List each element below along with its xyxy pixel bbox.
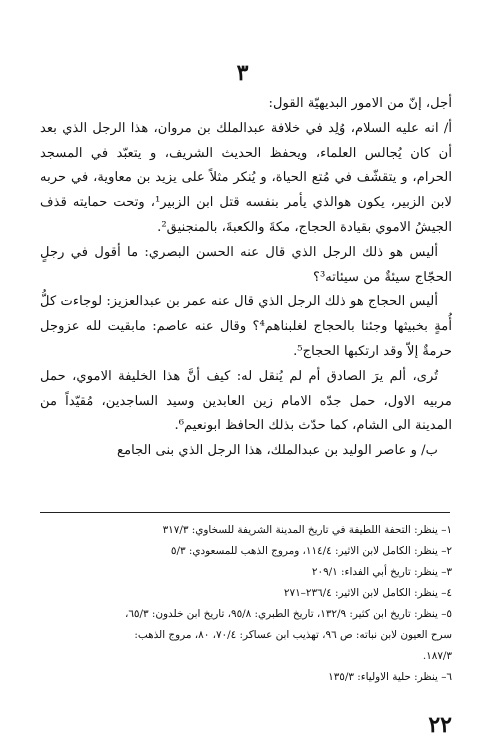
paragraph: ب/ و عاصر الوليد بن عبدالملك، هذا الرجل الذي بنى الجامع [117,443,438,459]
paragraph: أليس الحجاج هو ذلك الرجل الذي قال عنه عمر بن عبدالعزيز: لوجاءت كلُّ أُمةٍ بخبيثها وجئنا بالحجاج لغلبناهم⁴؟ وقال عنه عاصم: مابقيت لله عزوجل حرمةٌ إلاّ وقد ارتكبها الحجاج⁵. [40,294,453,359]
footnote: ٤– ينظر: الكامل لابن الاثير: ٢٣٦/٤–٢٧١ [283,587,452,599]
footnote: ٦– ينظر: حلية الاولياء: ١٣٥/٣ [328,671,452,683]
paragraph: أجل، إنّ من الامور البديهيّة القول: [268,96,452,111]
paragraph: أليس هو ذلك الرجل الذي قال عنه الحسن البصري: ما أقول في رجلٍ الحجّاج سيئةٌ من سيئاته³؟ [40,244,452,285]
footnote: ١٨٧/٣. [422,650,452,662]
footnote-separator [40,512,450,513]
section-number: ٣ [236,60,249,86]
footnote: سرح العيون لابن نباته: ص ٩٦، تهذيب ابن عساكر: ٧٠/٤، ٨٠، مروج الذهب: [134,629,452,641]
footnote: ٥– ينظر: تاريخ ابن كثير: ١٣٢/٩، تاريخ الطبري: ٩٥/٨، تاريخ ابن خلدون: ٦٥/٣، [124,608,452,620]
page-number: ٢٢ [428,712,452,738]
main-text [40,92,452,464]
footnotes [40,520,452,688]
paragraph: أ/ انه عليه السلام، وُلِد في خلافة عبدالملك بن مروان، هذا الرجل الذي بعد أن كان يُجالس العلماء، ويحفظ الحديث الشريف، و يتعبّد في المسجد الحرام، و يتقشّف في مُتع الحياة، و يُنكر مثلاً على يزيد بن معاوية، في حربه لابن الزبير، يكون هوالذي يأمر بنفسه قتل ابن الزبير¹، وتحت حمايته قذف الجيشُ الاموي بقيادة الحجاج، مكةَ والكعبةَ، بالمنجنيق². [40,120,452,235]
footnote: ٢– ينظر: الكامل لابن الاثير: ١١٤/٤، ومروج الذهب للمسعودي: ٥/٣ [170,545,452,557]
footnote: ١– ينظر: التحفة اللطيفة في تاريخ المدينة الشريفة للسخاوي: ٣١٧/٣ [162,524,452,536]
paragraph: تُرى، ألم يرَ الصادق أم لم يُنقل له: كيف أنَّ هذا الخليفة الاموي، حمل مربيه الاول، حمل جدّه الامام زين العابدين وسيد الساجدين، مُقيّداً من المدينة الى الشام، كما حدّث بذلك الحافظ ابونعيم⁶. [40,368,452,434]
footnote: ٣– ينظر: تاريخ أبي الفداء: ٢٠٩/١ [311,566,452,578]
